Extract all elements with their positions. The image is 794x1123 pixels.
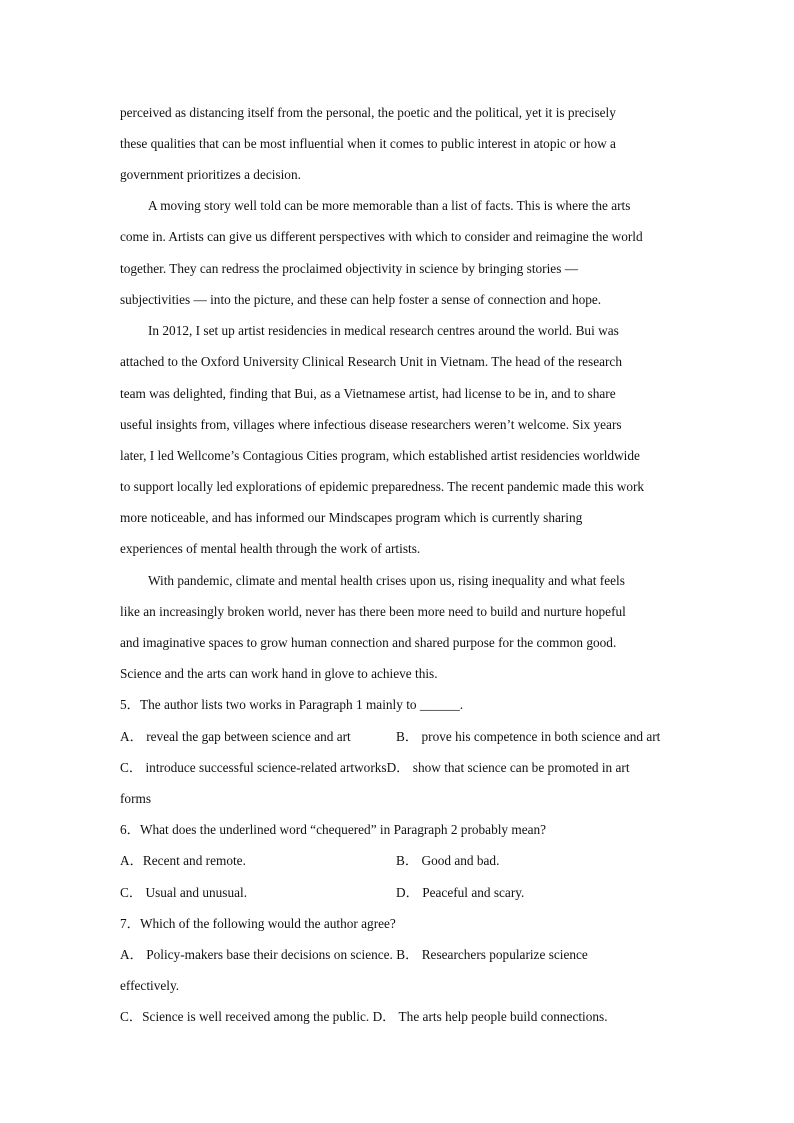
passage-line: subjectivities — into the picture, and these can help foster a sense of connection and hope.: [120, 292, 602, 307]
question-5-option-a: A． reveal the gap between science and art: [120, 729, 351, 744]
passage-line: attached to the Oxford University Clinical Research Unit in Vietnam. The head of the research: [120, 354, 622, 369]
question-6-option-b: B． Good and bad.: [396, 853, 500, 868]
question-6-stem: 6．What does the underlined word “chequered” in Paragraph 2 probably mean?: [120, 822, 547, 837]
passage-line: later, I led Wellcome’s Contagious Cities program, which established artist residencies worldwide: [120, 448, 640, 463]
passage-line: useful insights from, villages where infectious disease researchers weren’t welcome. Six years: [120, 417, 622, 432]
passage-line: to support locally led explorations of epidemic preparedness. The recent pandemic made this work: [120, 479, 645, 494]
passage-line: more noticeable, and has informed our Mindscapes program which is currently sharing: [120, 510, 583, 525]
question-7-options-ab: A． Policy-makers base their decisions on science. B． Researchers popularize science: [120, 947, 588, 962]
question-5-option-b: B． prove his competence in both science and art: [396, 729, 661, 744]
question-7-options-cd: C．Science is well received among the public. D． The arts help people build connections.: [120, 1009, 608, 1024]
passage-line: A moving story well told can be more memorable than a list of facts. This is where the arts: [148, 198, 631, 213]
passage-line: come in. Artists can give us different perspectives with which to consider and reimagine the world: [120, 229, 643, 244]
question-6-option-d: D． Peaceful and scary.: [396, 885, 525, 900]
question-6-option-c: C． Usual and unusual.: [120, 885, 248, 900]
passage-line: and imaginative spaces to grow human connection and shared purpose for the common good.: [120, 635, 617, 650]
question-6-option-a: A．Recent and remote.: [120, 853, 246, 868]
passage-line: team was delighted, finding that Bui, as a Vietnamese artist, had license to be in, and to share: [120, 386, 616, 401]
passage-line: these qualities that can be most influential when it comes to public interest in atopic or how a: [120, 136, 616, 151]
passage-line: experiences of mental health through the work of artists.: [120, 541, 421, 556]
passage-line: like an increasingly broken world, never has there been more need to build and nurture hopeful: [120, 604, 626, 619]
question-5-options-cd: C． introduce successful science-related artworksD． show that science can be promoted in art: [120, 760, 630, 775]
question-5-stem: 5．The author lists two works in Paragraph 1 mainly to ______.: [120, 697, 464, 712]
question-5-options-cd-wrap: forms: [120, 791, 152, 806]
question-7-options-ab-wrap: effectively.: [120, 978, 180, 993]
passage-line: In 2012, I set up artist residencies in medical research centres around the world. Bui was: [148, 323, 619, 338]
passage-line: perceived as distancing itself from the personal, the poetic and the political, yet it is precisely: [120, 105, 616, 120]
passage-line: together. They can redress the proclaimed objectivity in science by bringing stories —: [120, 261, 578, 276]
passage-line: With pandemic, climate and mental health crises upon us, rising inequality and what feels: [148, 573, 625, 588]
passage-line: government prioritizes a decision.: [120, 167, 301, 182]
question-7-stem: 7．Which of the following would the author agree?: [120, 916, 396, 931]
passage-line: Science and the arts can work hand in glove to achieve this.: [120, 666, 438, 681]
